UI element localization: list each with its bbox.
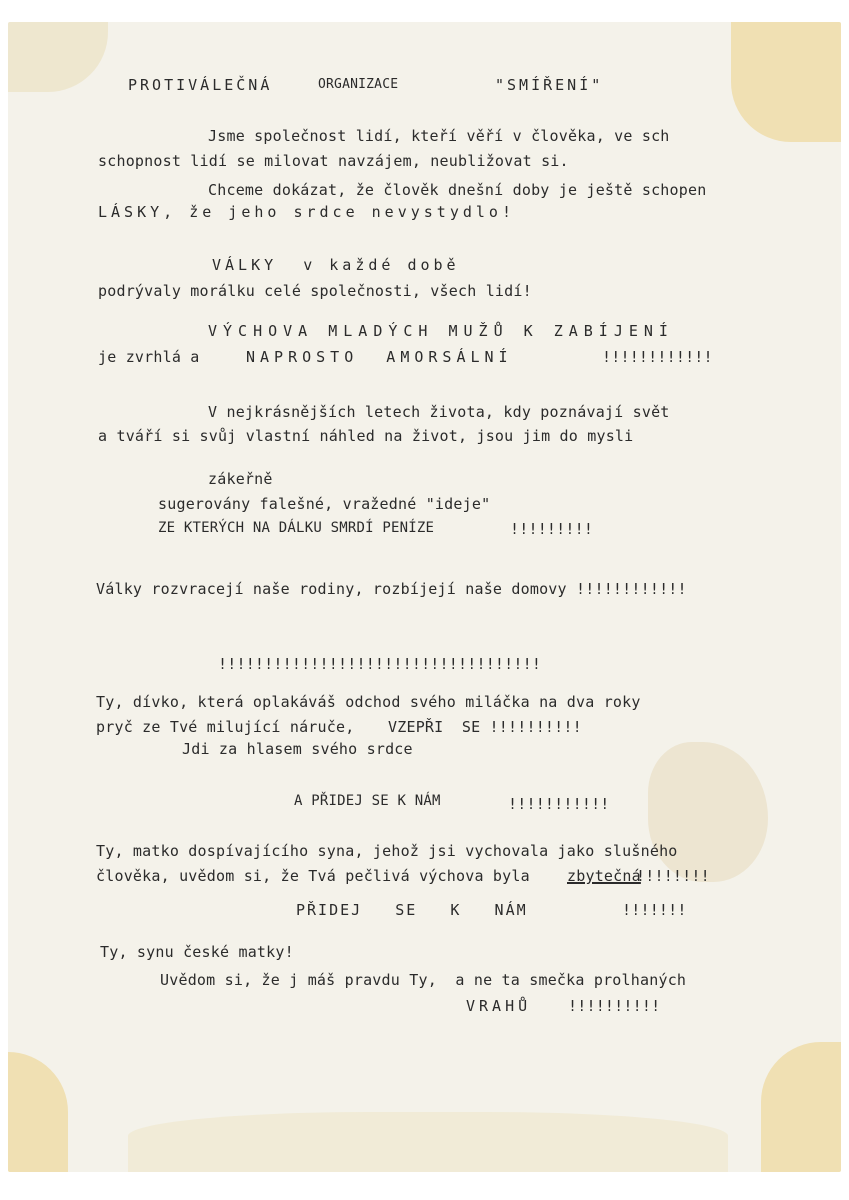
text-line: VRAHŮ [466,997,532,1015]
text-line: Chceme dokázat, že člověk dnešní doby je ještě schopen [208,181,707,199]
text-line: !!!!!!!!!!!! [602,348,713,366]
text-line: !!!!!!! [622,901,687,919]
text-line: PŘIDEJ SE K NÁM [296,901,528,919]
text-line: sugerovány falešné, vražedné "ideje" [158,495,491,513]
text-line: VZEPŘI SE !!!!!!!!!! [388,718,582,736]
text-line: !!!!!!!! [636,867,710,885]
stain-decoration [8,1052,68,1172]
text-line: VÝCHOVA MLADÝCH MUŽŮ K ZABÍJENÍ [208,322,674,340]
text-line: !!!!!!!!!!!!!!!!!!!!!!!!!!!!!!!!!!! [218,655,542,673]
text-line: Uvědom si, že j máš pravdu Ty, a ne ta smečka prolhaných [160,971,687,989]
title-right: "SMÍŘENÍ" [495,76,604,94]
text-line: člověka, uvědom si, že Tvá pečlivá výchova byla [96,867,540,885]
text-line: !!!!!!!!! [510,520,594,538]
text-line: Ty, matko dospívajícího syna, jehož jsi vychovala jako slušného [96,842,678,860]
stain-decoration [8,22,108,92]
text-line: a tváří si svůj vlastní náhled na život, jsou jim do mysli [98,427,634,445]
stain-decoration [128,1112,728,1172]
text-line: !!!!!!!!!! [568,997,661,1015]
text-line: podrývaly morálku celé společnosti, všech lidí! [98,282,532,300]
text-line: pryč ze Tvé milující náruče, [96,718,355,736]
stain-decoration [731,22,841,142]
text-line: ZE KTERÝCH NA DÁLKU SMRDÍ PENÍZE [158,520,435,536]
text-line: schopnost lidí se milovat navzájem, neubližovat si. [98,152,569,170]
text-line: Války rozvracejí naše rodiny, rozbíjejí naše domovy !!!!!!!!!!!! [96,580,687,598]
text-line: VÁLKY v každé době [212,256,460,274]
text-line: !!!!!!!!!!! [508,795,610,813]
text-line: A PŘIDEJ SE K NÁM [294,793,441,809]
stain-decoration [648,742,768,882]
text-line: zbytečná [567,867,641,885]
text-line: NAPROSTO AMORSÁLNÍ [246,348,513,366]
title-left: PROTIVÁLEČNÁ [128,76,273,94]
text-line: Ty, synu české matky! [100,943,294,961]
text-line: LÁSKY, že jeho srdce nevystydlo! [98,203,515,221]
text-line: zákeřně [208,470,273,488]
text-line: Jsme společnost lidí, kteří věří v člověka, ve sch [208,127,670,145]
text-line: Ty, dívko, která oplakáváš odchod svého miláčka na dva roky [96,693,641,711]
stain-decoration [761,1042,841,1172]
title-middle: ORGANIZACE [318,77,399,92]
text-line: Jdi za hlasem svého srdce [182,740,413,758]
text-line: je zvrhlá a [98,348,200,366]
text-line: V nejkrásnějších letech života, kdy poznávají svět [208,403,670,421]
